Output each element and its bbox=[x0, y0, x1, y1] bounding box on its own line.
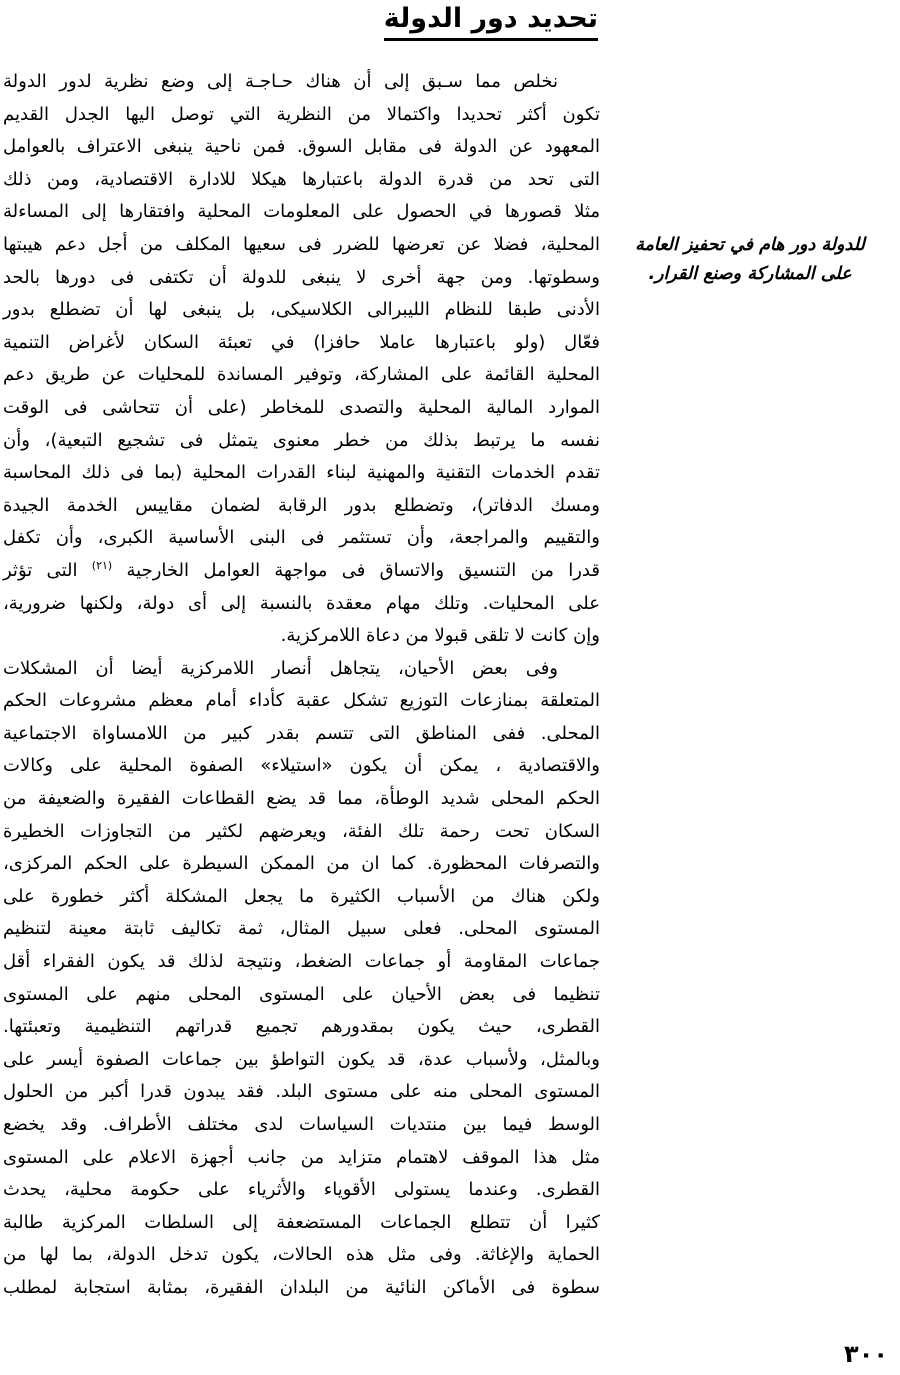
text-line: المعهود عن الدولة فى مقابل السوق. فمن ناحية ينبغى الاعتراف بالعوامل bbox=[3, 136, 600, 158]
footnote-ref-21: (٢١) bbox=[91, 558, 113, 572]
text-line: كثيرا أن تتطلع الجماعات المستضعفة إلى السلطات المركزية طالبة bbox=[3, 1211, 600, 1233]
text-line: القطرى. وعندما يستولى الأقوياء والأثرياء على حكومة محلية، يحدث bbox=[3, 1179, 600, 1201]
text-line: المحلية القائمة على المشاركة، وتوفير المساندة للمحليات عن طريق دعم bbox=[3, 364, 600, 386]
text-line: القطرى، حيث يكون بمقدورهم تجميع قدراتهم التنظيمية وتعبئتها. bbox=[3, 1016, 600, 1038]
text-line: المتعلقة بمنازعات التوزيع تشكل عقبة كأداء أمام معظم مشروعات الحكم bbox=[3, 690, 600, 712]
text-line: جماعات المقاومة أو جماعات الضغط، ونتيجة لذلك قد يكون الفقراء أقل bbox=[3, 951, 600, 973]
body-text bbox=[3, 66, 600, 1305]
margin-note-line: على المشاركة وصنع القرار. bbox=[648, 264, 852, 284]
text-line: على المحليات. وتلك مهام معقدة بالنسبة إلى أى دولة، ولكنها ضرورية، bbox=[3, 592, 600, 614]
text-line: مثل هذا الموقف لاهتمام متزايد من جانب أجهزة الاعلام على المستوى bbox=[3, 1146, 600, 1168]
text-line: فعّال (ولو باعتبارها عاملا حافزا) في تعبئة السكان لأغراض التنمية bbox=[3, 331, 600, 353]
text-line: الحماية والإغاثة. وفى مثل هذه الحالات، يكون تدخل الدولة، بما لها من bbox=[3, 1244, 600, 1266]
text-line: ولكن هناك من الأسباب الكثيرة ما يجعل المشكلة أكثر خطورة على bbox=[3, 885, 600, 907]
page-number: ٣٠٠ bbox=[844, 1340, 888, 1368]
text-line: تكون أكثر تحديدا واكتمالا من النظرية التي توصل اليها الجدل القديم bbox=[3, 103, 600, 125]
text-line: ومسك الدفاتر)، وتضطلع بدور الرقابة لضمان مقاييس الخدمة الجيدة bbox=[3, 494, 600, 516]
text-line: سطوة فى الأماكن النائية من البلدان الفقيرة، بمثابة استجابة لمطلب bbox=[3, 1276, 600, 1298]
text-segment: قدرا من التنسيق والاتساق فى مواجهة العوامل الخارجية bbox=[112, 559, 600, 581]
text-line: الوسط فيما بين منتديات السياسات لدى مختلف الأطراف. وقد يخضع bbox=[3, 1114, 600, 1135]
text-segment: التى تؤثر bbox=[3, 559, 92, 581]
text-line: وفى بعض الأحيان، يتجاهل أنصار اللامركزية أيضا أن المشكلات bbox=[3, 657, 558, 679]
text-line: والتقييم والمراجعة، وأن تستثمر فى البنى الأساسية الكبرى، وأن تكفل bbox=[3, 527, 600, 549]
margin-note-line: للدولة دور هام في تحفيز العامة bbox=[635, 235, 865, 255]
text-line: المحلية، فضلا عن تعرضها للضرر فى سعيها المكلف من أجل دعم هيبتها bbox=[3, 233, 600, 255]
text-line: التى تحد من قدرة الدولة باعتبارها هيكلا للادارة الاقتصادية، ومن ذلك bbox=[3, 168, 600, 190]
text-line: وسطوتها. ومن جهة أخرى لا ينبغى للدولة أن تكتفى فى دورها بالحد bbox=[3, 266, 600, 288]
text-line: المستوى المحلى. فعلى سبيل المثال، ثمة تكاليف ثابتة معينة لتنظيم bbox=[3, 918, 600, 940]
text-line: تنظيما فى بعض الأحيان على المستوى المحلى منهم على المستوى bbox=[3, 983, 600, 1005]
text-line: الموارد المالية المحلية والتصدى للمخاطر (على أن تتحاشى فى الوقت bbox=[3, 396, 600, 418]
text-line: وإن كانت لا تلقى قبولا من دعاة اللامركزية. bbox=[280, 625, 600, 647]
text-line: المحلى. ففى المناطق التى تتسم بقدر كبير من اللامساواة الاجتماعية bbox=[3, 722, 600, 744]
text-line: وبالمثل، ولأسباب عدة، قد يكون التواطؤ بين جماعات الصفوة أيسر على bbox=[3, 1048, 600, 1070]
text-line: الأدنى طبقا للنظام الليبرالى الكلاسيكى، بل ينبغى لها أن تضطلع بدور bbox=[3, 299, 600, 321]
paragraph-2 bbox=[3, 653, 600, 1305]
paragraph-1 bbox=[3, 66, 600, 653]
margin-note bbox=[608, 231, 892, 289]
text-line: السكان تحت رحمة تلك الفئة، ويعرضهم لكثير من التجاوزات الخطيرة bbox=[3, 820, 600, 842]
text-line: مثلا قصورها في الحصول على المعلومات المحلية وافتقارها إلى المساءلة bbox=[3, 201, 600, 223]
text-line: الحكم المحلى شديد الوطأة، مما قد يضع القطاعات الفقيرة والضعيفة من bbox=[3, 788, 600, 810]
text-line: والتصرفات المحظورة. كما ان من الممكن السيطرة على الحكم المركزى، bbox=[3, 853, 600, 875]
text-line: تقدم الخدمات التقنية والمهنية لبناء القدرات المحلية (بما فى ذلك المحاسبة bbox=[3, 462, 600, 484]
text-line: نفسه ما يرتبط بذلك من خطر معنوى يتمثل فى تشجيع التبعية)، وأن bbox=[3, 429, 600, 451]
text-line: المستوى المحلى منه على مستوى البلد. فقد يبدون قدرا أكبر من الحلول bbox=[3, 1081, 600, 1103]
text-line bbox=[3, 555, 600, 588]
text-line: والاقتصادية ، يمكن أن يكون «استيلاء» الصفوة المحلية على وكالات bbox=[3, 755, 600, 777]
text-line: نخلص مما سـبق إلى أن هناك حـاجـة إلى وضع نظرية لدور الدولة bbox=[3, 71, 558, 92]
page-title: تحديد دور الدولة bbox=[384, 3, 598, 41]
